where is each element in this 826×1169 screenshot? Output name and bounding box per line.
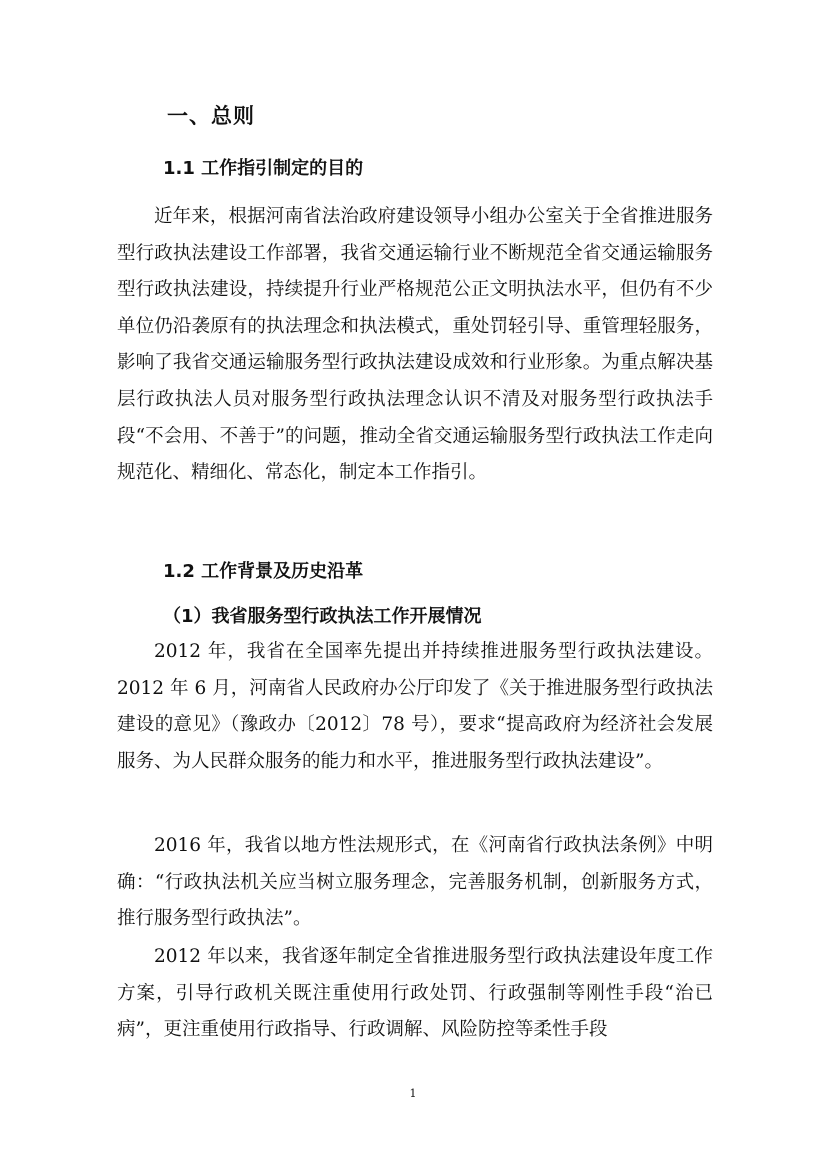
paragraph-2016: 2016 年，我省以地方性法规形式，在《河南省行政执法条例》中明确：“行政执法机关应当树立服务理念，完善服务机制，创新服务方式，推行服务型行政执法”。	[117, 835, 713, 930]
page-number: 1	[409, 1087, 417, 1100]
subsection-heading-1-2-1: （1）我省服务型行政执法工作开展情况	[163, 606, 482, 627]
section-title: 一、总则	[167, 104, 255, 128]
paragraph-purpose: 近年来，根据河南省法治政府建设领导小组办公室关于全省推进服务型行政执法建设工作部署，我省交通运输行业不断规范全省交通运输服务型行政执法建设，持续提升行业严格规范公正文明执法水平，但仍有不少单位仍沿袭原有的执法理念和执法模式，重处罚轻引导、重管理轻服务，影响了我省交通运输服务型行政执法建设成效和行业形象。为重点解决基层行政执法人员对服务型行政执法理念认识不清及对服务型行政执法手段“不会用、不善于”的问题，推动全省交通运输服务型行政执法工作走向规范化、精细化、常态化，制定本工作指引。	[117, 206, 713, 484]
paragraph-since-2012: 2012 年以来，我省逐年制定全省推进服务型行政执法建设年度工作方案，引导行政机关既注重使用行政处罚、行政强制等刚性手段“治已病”，更注重使用行政指导、行政调解、风险防控等柔性手段	[117, 946, 713, 1041]
subsection-heading-1-2: 1.2 工作背景及历史沿革	[163, 561, 364, 582]
subsection-heading-1-1: 1.1 工作指引制定的目的	[163, 158, 364, 179]
paragraph-2012: 2012 年，我省在全国率先提出并持续推进服务型行政执法建设。2012 年 6 月，河南省人民政府办公厅印发了《关于推进服务型行政执法建设的意见》（豫政办〔2012〕78 号），要求“提高政府为经济社会发展服务、为人民群众服务的能力和水平，推进服务型行政执法建设”。	[117, 641, 713, 772]
